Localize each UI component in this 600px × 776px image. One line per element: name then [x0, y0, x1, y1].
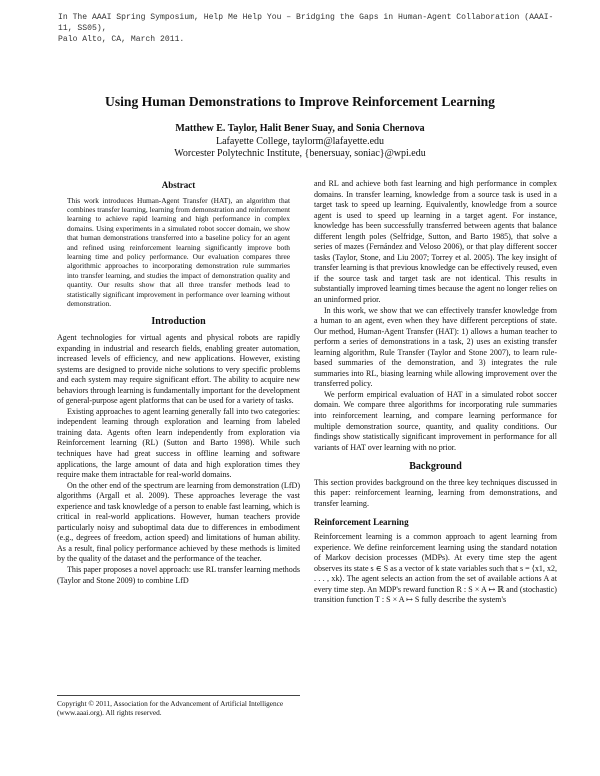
left-column — [57, 178, 300, 586]
background-heading: Background — [409, 461, 462, 473]
rl-paragraph-1: Reinforcement learning is a common approach to agent learning from experience. We define reinforcement learning using the standard notation of Markov decision processes (MDPs). At every time step the agent observes its state s ∈ S as a vector of k state variables such that s = ⟨x1, x2, . . . , xk⟩. The agent selects an action from the set of available actions A at every time step. An MDP's reward function R : S × A ↦ ℝ and (stochastic) transition function T : S × A ↦ S fully describe the system's — [314, 531, 557, 605]
intro-paragraph-7: We perform empirical evaluation of HAT in a simulated robot soccer domain. We compare three algorithms for incorporating rule summaries into reinforcement learning, and compare learning performance for multiple demonstration source, quantity, and quality conditions. Our findings show statistically significant improvement in performance for all variants of HAT over learning with no prior. — [314, 389, 557, 452]
affiliation-2: Worcester Polytechnic Institute, {benersuay, soniac}@wpi.edu — [174, 148, 426, 159]
copyright-notice: Copyright © 2011, Association for the Advancement of Artificial Intelligence (www.aaai.org). All rights reserved. — [57, 695, 300, 717]
intro-paragraph-6: In this work, we show that we can effectively transfer knowledge from a human to an agent, even when they have different perceptions of state. Our method, Human-Agent Transfer (HAT): 1) allows a human teacher to perform a series of demonstrations in a task, 2) uses an existing transfer learning algorithm, Rule Transfer (Taylor and Stone 2007), to learn rule-based summaries of the demonstration, and 3) integrates the rule summaries into RL, biasing learning while allowing improvement over the transferred policy. — [314, 305, 557, 389]
intro-paragraph-1: Agent technologies for virtual agents and physical robots are rapidly expanding in industrial and research fields, enabling greater automation, increased levels of efficiency, and new applications. However, existing systems are designed to provide niche solutions to very specific problems and each system may require significant effort. The ability to acquire new behaviors through learning is fundamentally important for the development of general-purpose agent platforms that can be used for a variety of tasks. — [57, 332, 300, 406]
intro-paragraph-3: On the other end of the spectrum are learning from demonstration (LfD) algorithms (Argall et al. 2009). These approaches leverage the vast experience and task knowledge of a person to enable fast learning, which is critical in real-world applications. However, human teachers provide particularly noisy and suboptimal data due to differences in embodiment (e.g., degrees of freedom, action speed) and limitations of human ability. As a result, final policy performance achieved by these methods is limited by the quality of the dataset and the performance of the teacher. — [57, 480, 300, 564]
rl-heading: Reinforcement Learning — [314, 517, 409, 528]
header-line-2: Palo Alto, CA, March 2011. — [58, 35, 185, 44]
abstract-heading: Abstract — [161, 180, 196, 190]
abstract-text: This work introduces Human-Agent Transfer (HAT), an algorithm that combines transfer learning, learning from demonstration and reinforcement learning to achieve rapid learning and high performance in complex domains. Using experiments in a simulated robot soccer domain, we show that human demonstrations transferred into a baseline policy for an agent and refined using reinforcement learning significantly improve both learning time and policy performance. Our evaluation compares three algorithmic approaches to incorporating demonstration rule summaries into transfer learning, and studies the impact of demonstration quality and quantity. Our results show that all three transfer methods lead to statistically significant improvement in performance over learning without demonstration. — [67, 195, 290, 309]
running-header — [58, 12, 558, 45]
background-paragraph-1: This section provides background on the three key techniques discussed in this paper: reinforcement learning, learning from demonstrations, and transfer learning. — [314, 477, 557, 508]
introduction-heading: Introduction — [151, 316, 206, 328]
right-column — [314, 179, 557, 606]
author-names: Matthew E. Taylor, Halit Bener Suay, and Sonia Chernova — [175, 123, 425, 134]
affiliation-1: Lafayette College, taylorm@lafayette.edu — [215, 135, 385, 147]
author-block — [0, 123, 600, 161]
header-line-1: In The AAAI Spring Symposium, Help Me Help You – Bridging the Gaps in Human-Agent Collaboration (AAAI-11, SS05), — [58, 13, 554, 33]
paper-title: Using Human Demonstrations to Improve Reinforcement Learning — [105, 94, 495, 109]
intro-paragraph-4: This paper proposes a novel approach: use RL transfer learning methods (Taylor and Stone 2009) to combine LfD — [57, 565, 300, 585]
intro-paragraph-5: and RL and achieve both fast learning and high performance in complex domains. In transfer learning, knowledge from a source task is used in a target task to speed up learning. Equivalently, knowledge from a source agent is used to speed up learning in a target agent. For instance, knowledge has been successfully transferred between agents that balance different length poles (Selfridge, Sutton, and Barto 1985), that solve a series of mazes (Fernández and Veloso 2006), or that play different soccer tasks (Taylor, Stone, and Liu 2007; Torrey et al. 2005). The key insight of transfer learning is that previous knowledge can be effectively reused, even if the source task and target task are not identical. This results in substantially improved learning times because the agent no longer relies on an uninformed prior. — [314, 179, 557, 305]
intro-paragraph-2: Existing approaches to agent learning generally fall into two categories: independent learning through exploration and learning from labeled training data. Agents often learn independently from exploration via Reinforcement learning (RL) (Sutton and Barto 1998). While such techniques have had great success in offline learning and software applications, the large amount of data and high exploration times they require make them intractable for real-world domains. — [57, 406, 300, 480]
